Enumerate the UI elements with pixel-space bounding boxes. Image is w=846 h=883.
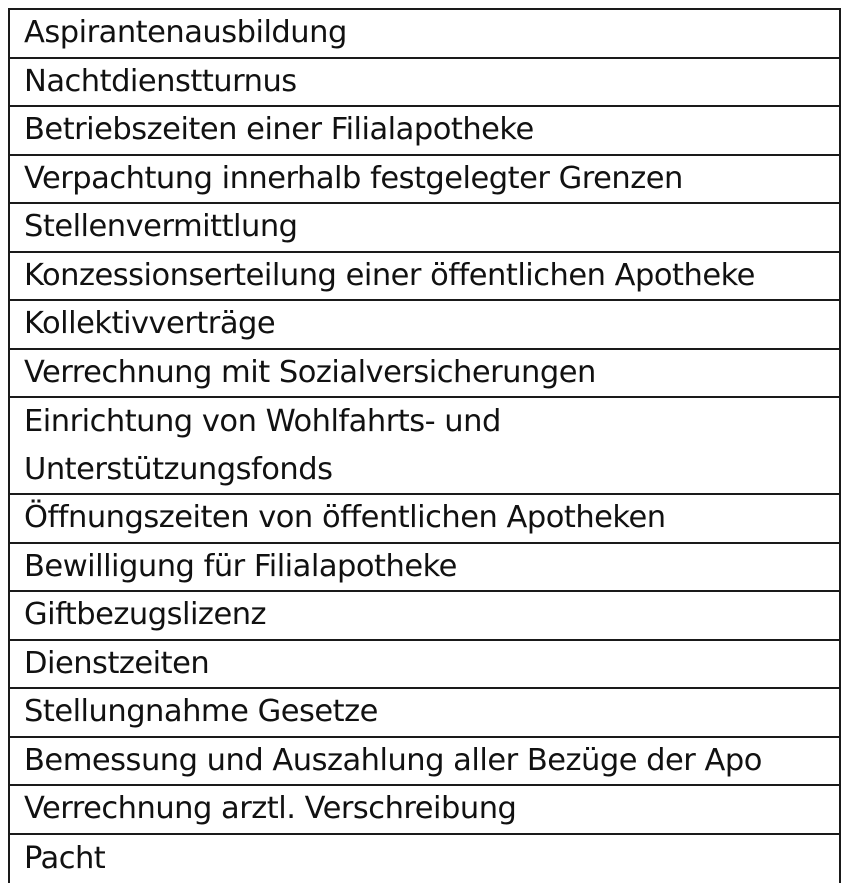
table-cell: Aspirantenausbildung (10, 9, 347, 57)
item-table (8, 8, 841, 883)
table-row (10, 641, 839, 690)
table-cell: Öffnungszeiten von öffentlichen Apotheken (10, 494, 666, 542)
table-row (10, 301, 839, 350)
table-cell: Dienstzeiten (10, 640, 209, 688)
table-cell: Verpachtung innerhalb festgelegter Grenzen (10, 155, 683, 203)
table-row (10, 398, 839, 495)
table-row (10, 204, 839, 253)
table-cell: Verrechnung mit Sozialversicherungen (10, 349, 596, 397)
table-row (10, 10, 839, 59)
table-cell: Betriebszeiten einer Filialapotheke (10, 106, 534, 154)
table-row (10, 350, 839, 399)
table-cell: Einrichtung von Wohlfahrts- und Unterstützungsfonds (10, 398, 501, 494)
table-cell: Nachtdienstturnus (10, 58, 297, 106)
table-cell: Stellungnahme Gesetze (10, 688, 378, 736)
table-row (10, 592, 839, 641)
table-row (10, 156, 839, 205)
table-cell: Bemessung und Auszahlung aller Bezüge der Apo (10, 737, 762, 785)
table-cell: Pacht (10, 835, 105, 883)
table-cell: Stellenvermittlung (10, 203, 298, 251)
table-cell: Verrechnung arztl. Verschreibung (10, 785, 516, 833)
table-row (10, 738, 839, 787)
table-row (10, 107, 839, 156)
table-cell: Bewilligung für Filialapotheke (10, 543, 457, 591)
table-cell: Konzessionserteilung einer öffentlichen Apotheke (10, 252, 755, 300)
table-row (10, 253, 839, 302)
table-cell: Giftbezugslizenz (10, 591, 266, 639)
table-row (10, 59, 839, 108)
table-row (10, 786, 839, 835)
table-cell: Kollektivverträge (10, 300, 275, 348)
table-row (10, 835, 839, 883)
table-row (10, 544, 839, 593)
table-row (10, 689, 839, 738)
table-row (10, 495, 839, 544)
